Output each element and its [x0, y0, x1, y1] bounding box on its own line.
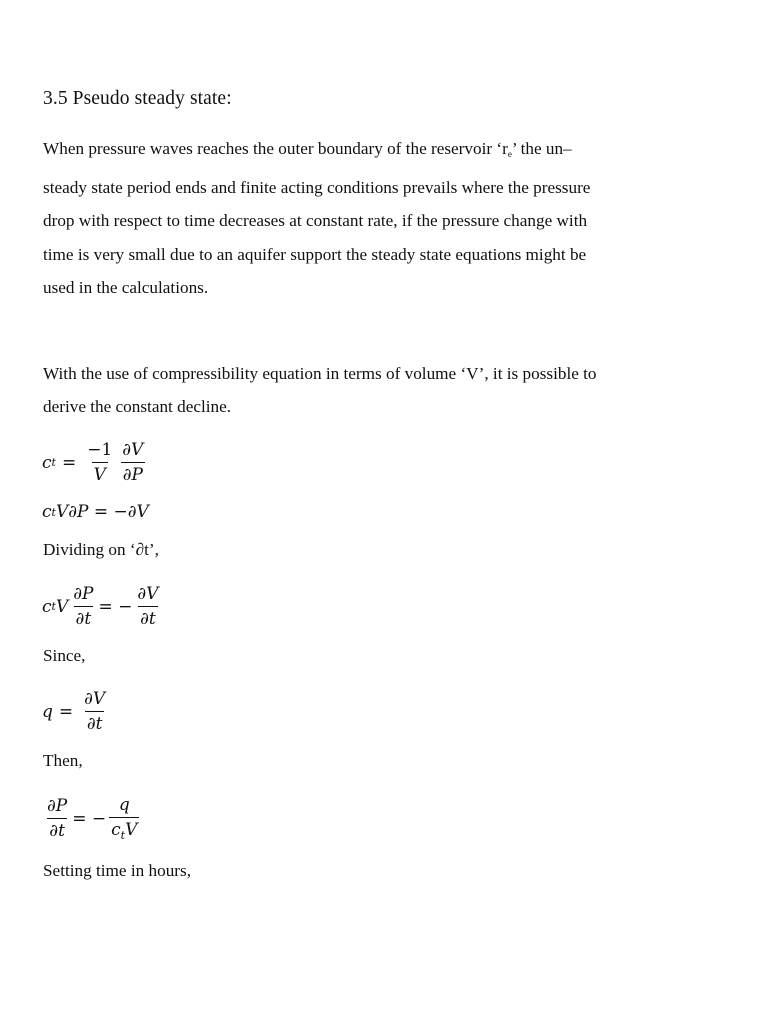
text-since: Since, [43, 646, 86, 665]
equation-time-derivative: c t V $\frac{\partial P}{\partial t}$ = − $\frac{\partial V}{\partial t}$ [42, 584, 159, 629]
paragraph-compressibility [43, 357, 733, 423]
text-setting-time: Setting time in hours, [43, 861, 191, 880]
paragraph-line: steady state period ends and finite acting conditions prevails where the pressure [43, 178, 591, 198]
equation-rearranged: c t V∂P = −∂V [42, 502, 149, 522]
paragraph-line: time is very small due to an aquifer support the steady state equations might be [43, 244, 587, 264]
paragraph-line: drop with respect to time decreases at constant rate, if the pressure change with [43, 211, 588, 231]
text-dividing: Dividing on ‘∂t’, [43, 540, 159, 559]
paragraph-line: With the use of compressibility equation in terms of volume ‘V’, it is possible to [43, 364, 597, 383]
equation-flow-rate: q = $\frac{\partial V}{\partial t}$ [42, 689, 106, 734]
text-then: Then, [43, 751, 83, 770]
paragraph-line: used in the calculations. [43, 277, 209, 297]
equation-pressure-decline: $\frac{\partial P}{\partial t}$ = − $\frac{q}{c_tV}$ [47, 795, 138, 842]
paragraph-intro [43, 132, 733, 304]
equation-compressibility: c t = $\frac{-1}{V}$ $\frac{\partial V}{\partial P}$ [42, 440, 144, 485]
paragraph-line: derive the constant decline. [43, 397, 232, 417]
paragraph-line: When pressure waves reaches the outer boundary of the reservoir ‘$r_e$’ the un– [43, 139, 572, 159]
section-heading: 3.5 Pseudo steady state: [43, 88, 232, 109]
